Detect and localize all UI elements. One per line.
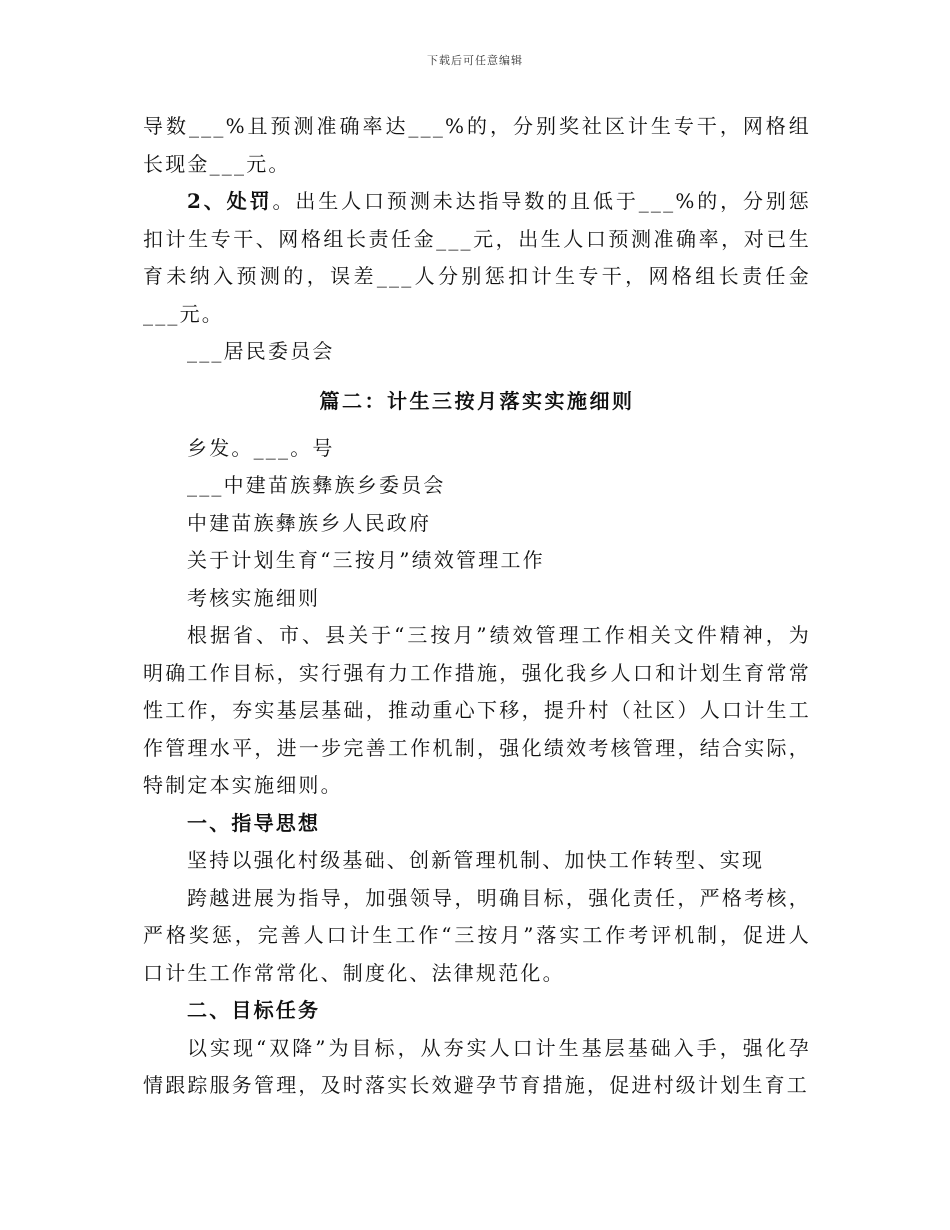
paragraph-guiding-2: 跨越进展为指导，加强领导，明确目标，强化责任，严格考核，严格奖惩，完善人口计生工作“三按月”落实工作考评机制，促进人口计生工作常常化、制度化、法律规范化。 [143,885,811,985]
penalty-lead: 2、处罚 [187,189,273,213]
penalty-text: 。出生人口预测未达指导数的且低于___%的，分别惩扣计生专干、网格组长责任金___元，出生人口预测准确率，对已生育未纳入预测的，误差___人分别惩扣计生专干，网格组长责任金___元。 [143,189,811,326]
doc-title-line-2: 考核实施细则 [187,585,321,610]
paragraph-reward-continued: 导数___%且预测准确率达___%的，分别奖社区计生专干，网格组长现金___元。 [143,114,811,176]
section-heading-targets: 二、目标任务 [187,998,321,1022]
doc-number-line: 乡发。___。号 [187,435,335,460]
paragraph-penalty [143,183,811,333]
paragraph-targets: 以实现“双降”为目标，从夯实人口计生基层基础入手，强化孕情跟踪服务管理，及时落实长效避孕节育措施，促进村级计划生育工 [143,1035,811,1097]
doc-title-line-1: 关于计划生育“三按月”绩效管理工作 [187,548,545,572]
header-note: 下载后可任意编辑 [427,54,523,67]
issuer-committee-line: ___中建苗族彝族乡委员会 [187,473,446,497]
section-heading-guiding-ideology: 一、指导思想 [187,810,321,835]
document-body [143,108,811,1105]
section-title: 篇二：计生三按月落实实施细则 [319,388,635,413]
paragraph-intro: 根据省、市、县关于“三按月”绩效管理工作相关文件精神，为明确工作目标，实行强有力工作措施，强化我乡人口和计划生育常常性工作，夯实基层基础，推动重心下移，提升村（社区）人口计生工作管理水平，进一步完善工作机制，强化绩效考核管理，结合实际，特制定本实施细则。 [143,623,811,797]
paragraph-guiding-1: 坚持以强化村级基础、创新管理机制、加快工作转型、实现 [187,848,765,872]
committee-signature: ___居民委员会 [187,339,335,363]
issuer-government-line: 中建苗族彝族乡人民政府 [187,510,432,535]
